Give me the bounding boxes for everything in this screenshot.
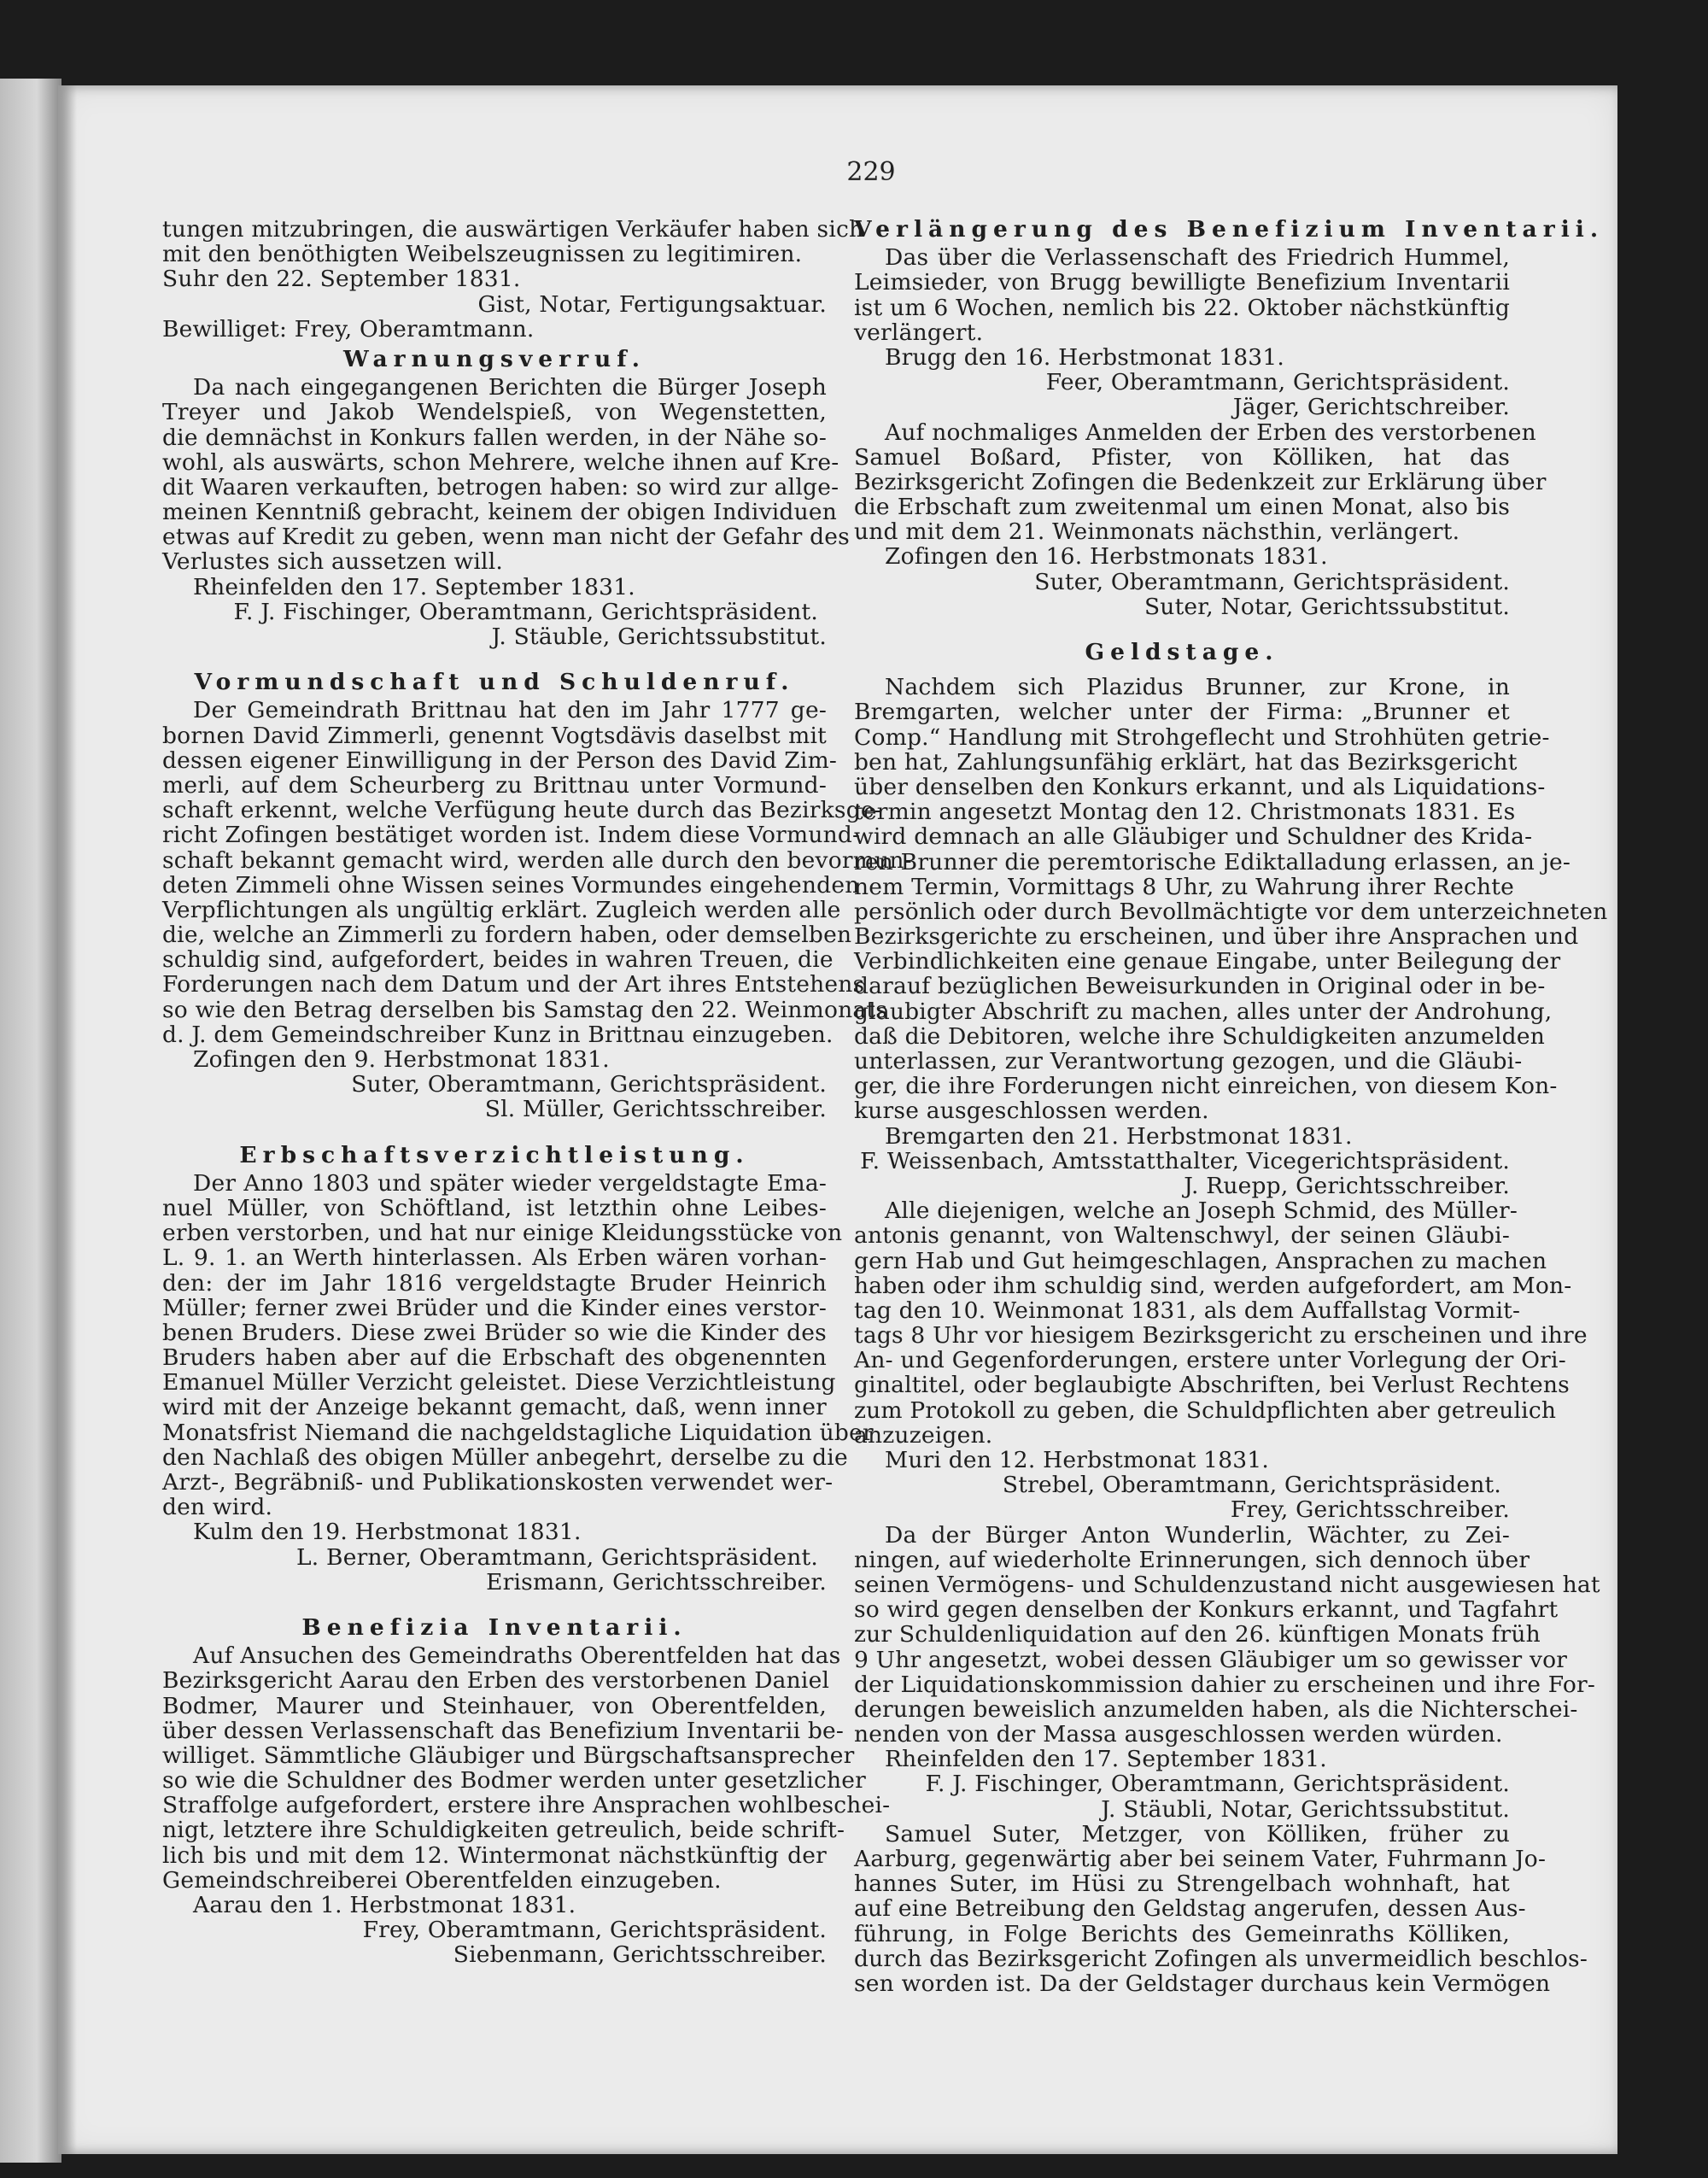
text-line: glaubigter Abschrift zu machen, alles unter der Androhung, [854, 998, 1553, 1025]
section-heading-benefizia: Benefizia Inventarii. [301, 1613, 687, 1641]
text-line: schaft bekannt gemacht wird, werden alle durch den bevormun- [162, 846, 912, 874]
signature: J. Stäuble, Gerichtssubstitut. [491, 624, 827, 650]
text-line: Das über die Verlassenschaft des Friedrich Hummel, [885, 244, 1510, 272]
benefizia-body [162, 1642, 891, 1894]
text-line: Gemeindschreiberei Oberentfelden einzugeben. [162, 1866, 722, 1894]
text-line: den wird. [162, 1494, 273, 1521]
text-line: nuel Müller, von Schöftland, ist letzthin ohne Leibes- [162, 1194, 827, 1221]
text-line: derungen beweislich anzumelden haben, als die Nichterschei- [854, 1695, 1578, 1723]
brunner-body [854, 674, 1608, 1125]
text-line: haben oder ihm schuldig sind, werden aufgefordert, am Mon- [854, 1272, 1572, 1299]
warnungsverruf-body [162, 374, 850, 576]
text-line: Aarburg, gegenwärtig aber bei seinem Vater, Fuhrmann Jo- [854, 1846, 1547, 1872]
text-line: williget. Sämmtliche Gläubiger und Bürgschaftsansprecher [162, 1742, 855, 1769]
text-line: über dessen Verlassenschaft das Benefizium Inventarii be- [162, 1717, 845, 1744]
text-line: Bremgarten, welcher unter der Firma: „Brunner et [854, 699, 1510, 726]
signature: Suter, Oberamtmann, Gerichtspräsident. [351, 1071, 827, 1098]
text-line: zur Schuldenliquidation auf den 26. künftigen Monats früh [854, 1621, 1541, 1648]
text-line: An- und Gegenforderungen, erstere unter Vorlegung der Ori- [854, 1347, 1566, 1374]
text-line: anzuzeigen. [854, 1421, 993, 1449]
text-line: Samuel Boßard, Pfister, von Kölliken, hat das [854, 443, 1510, 471]
text-line: durch das Bezirksgericht Zofingen als unvermeidlich beschlos- [854, 1945, 1588, 1972]
text-line: unterlassen, zur Verantwortung gezogen, und die Gläubi- [854, 1048, 1523, 1074]
text-line: so wird gegen denselben der Konkurs erkannt, und Tagfahrt [854, 1596, 1559, 1624]
text-line: so wie den Betrag derselben bis Samstag den 22. Weinmonats [162, 996, 888, 1023]
wunderlin-body [854, 1521, 1600, 1748]
section-heading-geldstage: Geldstage. [1085, 639, 1279, 665]
text-line: ist um 6 Wochen, nemlich bis 22. Oktober nächstkünftig [854, 294, 1510, 321]
text-line: Bruders haben aber auf die Erbschaft des obgenennten [162, 1344, 827, 1372]
text-line: führung, in Folge Berichts des Gemeinraths Kölliken, [854, 1920, 1510, 1947]
place-date: Aarau den 1. Herbstmonat 1831. [193, 1892, 576, 1918]
text-line: tag den 10. Weinmonat 1831, als dem Auffallstag Vormit- [854, 1297, 1521, 1324]
text-line: tags 8 Uhr vor hiesigem Bezirksgericht zu erscheinen und ihre [854, 1322, 1588, 1350]
text-line: ren Brunner die peremtorische Ediktalladung erlassen, an je- [854, 848, 1571, 875]
text-line: Verlustes sich aussetzen will. [162, 548, 504, 576]
text-line: Bodmer, Maurer und Steinhauer, von Oberentfelden, [162, 1692, 827, 1719]
previous-page-edge [0, 79, 61, 2163]
page-number: 229 [846, 157, 896, 187]
text-line: merli, auf dem Scheurberg zu Brittnau unter Vormund- [162, 771, 827, 799]
place-date: Zofingen den 9. Herbstmonat 1831. [193, 1046, 610, 1073]
text-line: ginaltitel, oder beglaubigte Abschriften, bei Verlust Rechtens [854, 1372, 1570, 1399]
text-line: daß die Debitoren, welche ihre Schuldigkeiten anzumelden [854, 1022, 1545, 1050]
text-line: Verbindlichkeiten eine genaue Eingabe, unter Beilegung der [854, 948, 1561, 975]
place-date: Rheinfelden den 17. September 1831. [193, 573, 635, 600]
text-line: der Liquidationskommission dahier zu erscheinen und ihre For- [854, 1671, 1596, 1698]
text-line: ger, die ihre Forderungen nicht einreichen, von diesem Kon- [854, 1073, 1558, 1100]
place-date: Brugg den 16. Herbstmonat 1831. [885, 343, 1285, 371]
text-line: Der Anno 1803 und später wieder vergeldstagte Ema- [193, 1169, 827, 1197]
text-line: Der Gemeindrath Brittnau hat den im Jahr 1777 ge- [193, 697, 827, 724]
section-heading-erbschaft: Erbschaftsverzichtleistung. [239, 1141, 750, 1168]
text-line: antonis genannt, von Waltenschwyl, der seinen Gläubi- [854, 1222, 1510, 1250]
text-line: schaft erkennt, welche Verfügung heute durch das Bezirksge- [162, 797, 882, 824]
text-line: Bezirksgerichte zu erscheinen, und über ihre Ansprachen und [854, 923, 1579, 951]
text-line: und mit dem 21. Weinmonats nächsthin, verlängert. [854, 518, 1460, 546]
vormundschaft-body [162, 697, 912, 1048]
text-line: zum Protokoll zu geben, die Schuldpflichten aber getreulich [854, 1396, 1557, 1424]
text-line: verlängert. [854, 319, 984, 346]
text-line: ningen, auf wiederholte Erinnerungen, sich dennoch über [854, 1546, 1530, 1573]
text-line: Verpflichtungen als ungültig erklärt. Zugleich werden alle [162, 896, 841, 923]
place-date: Bremgarten den 21. Herbstmonat 1831. [885, 1122, 1353, 1150]
text-line: gern Hab und Gut heimgeschlagen, Ansprachen zu machen [854, 1247, 1547, 1274]
right-column [854, 216, 1608, 1997]
text-line: schuldig sind, aufgefordert, beides in wahren Treuen, die [162, 946, 834, 974]
intro-notice [162, 216, 864, 268]
text-line: wird demnach an alle Gläubiger und Schuldner des Krida- [854, 823, 1533, 851]
text-line: Auf Ansuchen des Gemeindraths Oberentfelden hat das [193, 1642, 841, 1670]
text-line: L. 9. 1. an Werth hinterlassen. Als Erben wären vorhan- [162, 1244, 827, 1272]
section-heading-vormundschaft: Vormundschaft und Schuldenruf. [194, 669, 795, 696]
signature: J. Ruepp, Gerichtsschreiber. [1184, 1172, 1510, 1199]
text-line: dessen eigener Einwilligung in der Person des David Zim- [162, 746, 838, 774]
signature: F. Weissenbach, Amtsstatthalter, Vicegerichtspräsident. [860, 1147, 1510, 1174]
text-line: wird mit der Anzeige bekannt gemacht, daß, wenn inner [162, 1394, 827, 1421]
text-line: hannes Suter, im Hüsi zu Strengelbach wohnhaft, hat [854, 1871, 1510, 1898]
text-line: Samuel Suter, Metzger, von Kölliken, früher zu [885, 1820, 1510, 1847]
text-line: seinen Vermögens- und Schuldenzustand nicht ausgewiesen hat [854, 1571, 1600, 1598]
signature: Gist, Notar, Fertigungsaktuar. [477, 290, 827, 318]
text-line: Arzt-, Begräbniß- und Publikationskosten verwendet wer- [162, 1469, 834, 1496]
text-line: Monatsfrist Niemand die nachgeldstagliche Liquidation über [162, 1419, 874, 1446]
text-line: so wie die Schuldner des Bodmer werden unter gesetzlicher [162, 1767, 867, 1795]
erbschaft-body [162, 1169, 874, 1521]
text-line: mit den benöthigten Weibelszeugnissen zu legitimiren. [162, 241, 803, 268]
text-line: tungen mitzubringen, die auswärtigen Verkäufer haben sich [162, 216, 864, 243]
place-date: Rheinfelden den 17. September 1831. [885, 1746, 1327, 1773]
text-line: Müller; ferner zwei Brüder und die Kinder eines verstor- [162, 1294, 827, 1321]
text-line: bornen David Zimmerli, genennt Vogtsdävis daselbst mit [162, 722, 827, 749]
text-line: den Nachlaß des obigen Müller anbegehrt, derselbe zu die [162, 1443, 848, 1471]
signature: Erismann, Gerichtsschreiber. [486, 1568, 827, 1595]
signature: J. Stäubli, Notar, Gerichtssubstitut. [1101, 1795, 1510, 1823]
section-heading-verlaengerung: Verlängerung des Benefizium Inventarii. [854, 216, 1605, 243]
signature: Feer, Oberamtmann, Gerichtspräsident. [1045, 369, 1510, 396]
text-line: benen Bruders. Diese zwei Brüder so wie die Kinder des [162, 1319, 827, 1346]
text-line: nem Termin, Vormittags 8 Uhr, zu Wahrung ihrer Rechte [854, 873, 1514, 900]
signature: Suter, Oberamtmann, Gerichtspräsident. [1034, 568, 1510, 595]
signature: F. J. Fischinger, Oberamtmann, Gerichtspräsident. [233, 598, 818, 625]
signature: Suter, Notar, Gerichtssubstitut. [1144, 593, 1510, 620]
text-line: kurse ausgeschlossen werden. [854, 1098, 1209, 1125]
text-line: wohl, als auswärts, schon Mehrere, welche ihnen auf Kre- [162, 448, 839, 476]
text-line: die, welche an Zimmerli zu fordern haben, oder demselben [162, 922, 852, 949]
text-line: Auf nochmaliges Anmelden der Erben des verstorbenen [885, 419, 1536, 446]
page-gutter-shadow [58, 85, 77, 2154]
text-line: ben hat, Zahlungsunfähig erklärt, hat das Bezirksgericht [854, 748, 1518, 776]
signature: Sl. Müller, Gerichtsschreiber. [484, 1096, 827, 1123]
text-line: Comp.“ Handlung mit Strohgeflecht und Strohhüten getrie- [854, 723, 1550, 751]
nochmaliges-body [854, 419, 1547, 546]
place-date: Muri den 12. Herbstmonat 1831. [885, 1447, 1270, 1473]
text-line: Straffolge aufgefordert, erstere ihre Ansprachen wohlbeschei- [162, 1792, 891, 1819]
text-line: auf eine Betreibung den Geldstag angerufen, dessen Aus- [854, 1895, 1526, 1923]
text-line: Emanuel Müller Verzicht geleistet. Diese Verzichtleistung [162, 1369, 836, 1396]
text-line: Da der Bürger Anton Wunderlin, Wächter, zu Zei- [885, 1521, 1510, 1549]
left-column [162, 216, 912, 1969]
text-line: Da nach eingegangenen Berichten die Bürger Joseph [193, 374, 827, 401]
text-line: die demnächst in Konkurs fallen werden, in der Nähe so- [162, 424, 827, 451]
text-line: Nachdem sich Plazidus Brunner, zur Krone, in [885, 674, 1510, 701]
text-line: dit Waaren verkauften, betrogen haben: so wird zur allge- [162, 473, 839, 501]
text-line: sen worden ist. Da der Geldstager durchaus kein Vermögen [854, 1970, 1551, 1997]
text-line: nigt, letztere ihre Schuldigkeiten getreulich, beide schrift- [162, 1817, 845, 1844]
text-line: Forderungen nach dem Datum und der Art ihres Entstehens [162, 971, 865, 998]
text-line: Leimsieder, von Brugg bewilligte Benefizium Inventarii [854, 269, 1510, 296]
text-line: erben verstorben, und hat nur einige Kleidungsstücke von [162, 1220, 843, 1247]
text-line: Bezirksgericht Aarau den Erben des verstorbenen Daniel [162, 1667, 830, 1695]
signature: Frey, Gerichtsschreiber. [1230, 1496, 1510, 1524]
suter-body [854, 1820, 1588, 1997]
text-line: den: der im Jahr 1816 vergeldstagte Bruder Heinrich [162, 1269, 827, 1297]
schmid-body [854, 1197, 1588, 1449]
text-line: nenden von der Massa ausgeschlossen werden würden. [854, 1721, 1503, 1748]
place-date: Kulm den 19. Herbstmonat 1831. [193, 1519, 582, 1546]
text-line: termin angesetzt Montag den 12. Christmonats 1831. Es [854, 799, 1516, 826]
signature: Siebenmann, Gerichtsschreiber. [453, 1941, 827, 1969]
text-line: 9 Uhr angesetzt, wobei dessen Gläubiger um so gewisser vor [854, 1646, 1568, 1673]
approval-line: Bewilliget: Frey, Oberamtmann. [162, 315, 535, 343]
text-line: deten Zimmeli ohne Wissen seines Vormundes eingehenden [162, 871, 860, 899]
text-line: darauf bezüglichen Beweisurkunden in Original oder in be- [854, 973, 1546, 1000]
signature: Strebel, Oberamtmann, Gerichtspräsident. [1002, 1472, 1501, 1499]
text-line: persönlich oder durch Bevollmächtigte vor dem unterzeichneten [854, 898, 1608, 925]
text-line: etwas auf Kredit zu geben, wenn man nicht der Gefahr des [162, 524, 850, 551]
signature: Frey, Oberamtmann, Gerichtspräsident. [362, 1917, 827, 1944]
text-line: Alle diejenigen, welche an Joseph Schmid, des Müller- [885, 1197, 1518, 1225]
text-line: lich bis und mit dem 12. Wintermonat nächstkünftig der [162, 1841, 827, 1869]
place-date: Zofingen den 16. Herbstmonats 1831. [885, 543, 1328, 571]
signature: L. Berner, Oberamtmann, Gerichtspräsident. [296, 1543, 818, 1571]
text-line: über denselben den Konkurs erkannt, und als Liquidations- [854, 773, 1546, 800]
place-date: Suhr den 22. September 1831. [162, 266, 521, 293]
section-heading-warnungsverruf: Warnungsverruf. [343, 345, 646, 372]
text-line: meinen Kenntniß gebracht, keinem der obigen Individuen [162, 499, 838, 526]
text-line: Treyer und Jakob Wendelspieß, von Wegenstetten, [162, 399, 827, 426]
text-line: richt Zofingen bestätiget worden ist. Indem diese Vormund- [162, 822, 861, 849]
signature: Jäger, Gerichtschreiber. [1232, 394, 1510, 421]
text-line: die Erbschaft zum zweitenmal um einen Monat, also bis [854, 494, 1510, 521]
text-line: Bezirksgericht Zofingen die Bedenkzeit zur Erklärung über [854, 468, 1547, 495]
verlaengerung-body [854, 245, 1510, 345]
text-line: d. J. dem Gemeindschreiber Kunz in Brittnau einzugeben. [162, 1021, 834, 1048]
signature: F. J. Fischinger, Oberamtmann, Gerichtspräsident. [925, 1771, 1510, 1798]
